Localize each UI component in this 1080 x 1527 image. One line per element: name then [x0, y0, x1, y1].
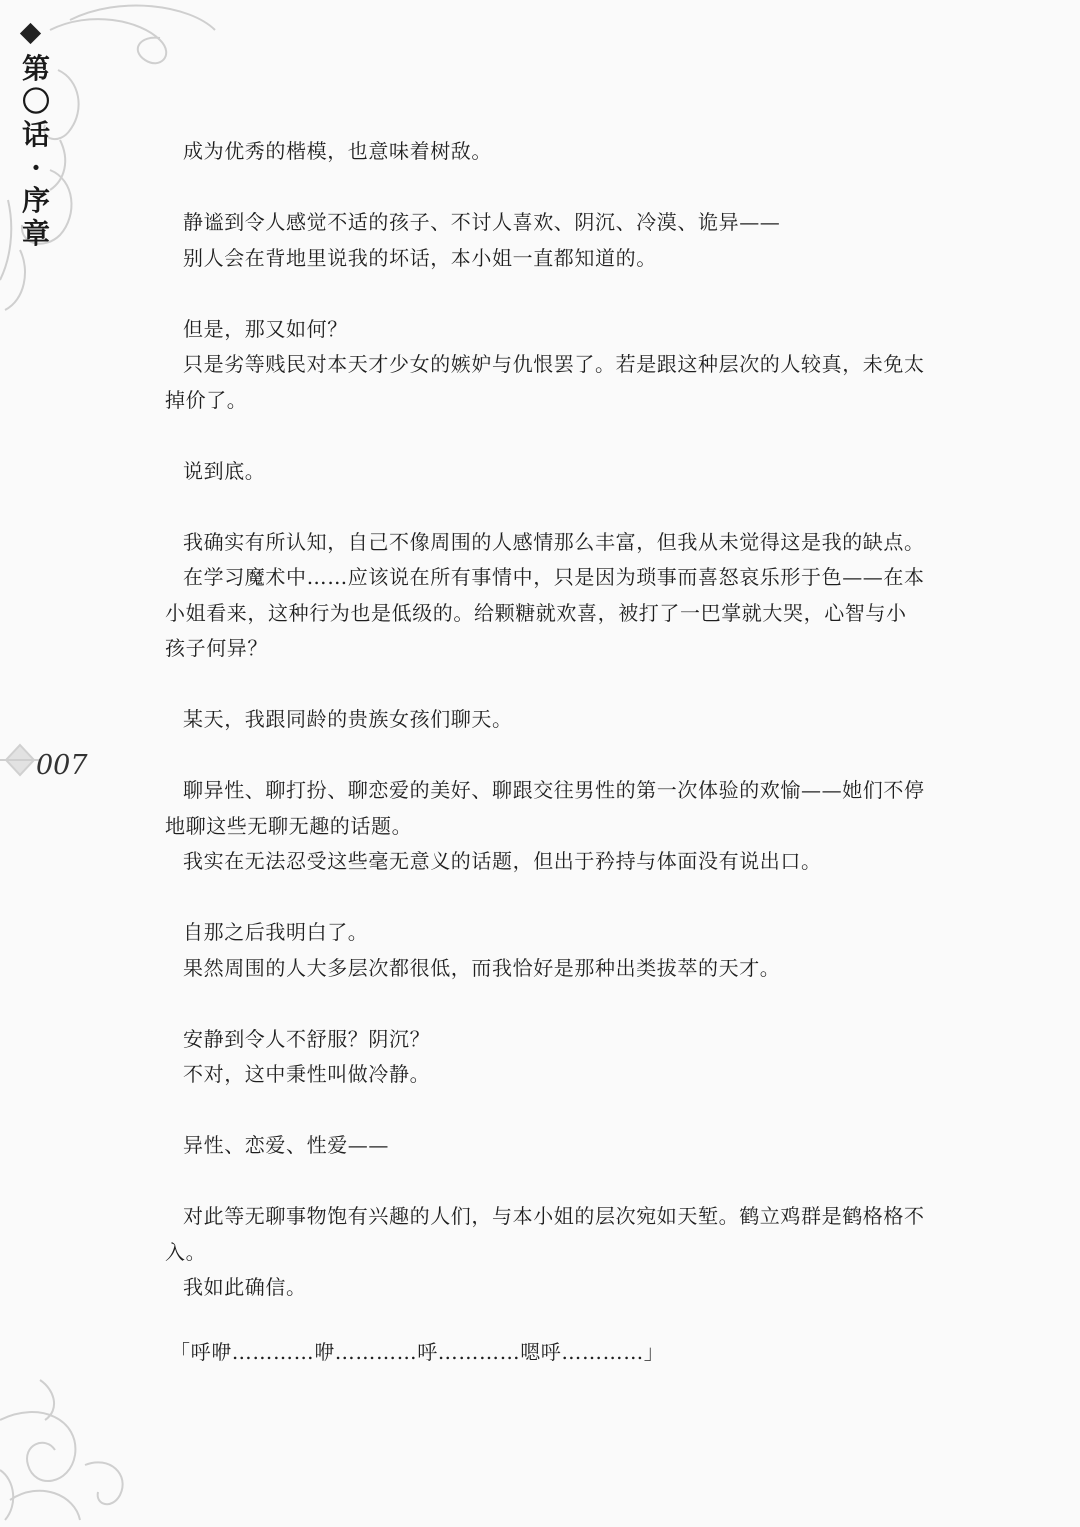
chapter-title-char: 序: [21, 184, 50, 217]
paragraph-line: 果然周围的人大多层次都很低，而我恰好是那种出类拔萃的天才。: [183, 955, 781, 980]
chapter-title-char: 〇: [21, 85, 50, 118]
chapter-title-char: 第: [21, 52, 50, 85]
paragraph-line: 某天，我跟同龄的贵族女孩们聊天。: [183, 707, 513, 731]
body-text: [165, 134, 925, 1306]
dialogue-line: 「呼咿…………咿…………呼…………嗯呼…………」: [170, 1340, 665, 1364]
paragraph-line: 安静到令人不舒服？阴沉？: [183, 1026, 431, 1051]
paragraph-line: 我确实有所认知，自己不像周围的人感情那么丰富，但我从未觉得这是我的缺点。: [183, 529, 925, 554]
paragraph-line: 说到底。: [183, 458, 266, 483]
paragraph-line: 自那之后我明白了。: [183, 920, 369, 944]
paragraph-line: 成为优秀的楷模，也意味着树敌。: [183, 139, 492, 163]
paragraph-line: 我实在无法忍受这些毫无意义的话题，但出于矜持与体面没有说出口。: [183, 849, 822, 873]
paragraph-line: 不对，这中秉性叫做冷静。: [183, 1062, 431, 1086]
paragraph-line: 异性、恋爱、性爱——: [183, 1133, 389, 1157]
paragraph-line: 别人会在背地里说我的坏话，本小姐一直都知道的。: [183, 245, 657, 270]
chapter-title: [18, 52, 54, 250]
chapter-title-char: 章: [21, 217, 50, 250]
paragraph-line: 只是劣等贱民对本天才少女的嫉妒与仇恨罢了。若是跟这种层次的人较真，未免太掉价了。: [165, 352, 925, 412]
page-number: 007: [36, 750, 88, 781]
chapter-title-char: 话: [21, 118, 50, 151]
paragraph-line: 聊异性、聊打扮、聊恋爱的美好、聊跟交往男性的第一次体验的欢愉——她们不停地聊这些无聊无趣的话题。: [165, 778, 925, 838]
chapter-title-char: ·: [31, 151, 41, 184]
paragraph-line: 我如此确信。: [183, 1275, 307, 1299]
paragraph-line: 对此等无聊事物饱有兴趣的人们，与本小姐的层次宛如天堑。鹤立鸡群是鹤格格不入。: [165, 1204, 925, 1264]
paragraph-line: 在学习魔术中……应该说在所有事情中，只是因为琐事而喜怒哀乐形于色——在本小姐看来，这种行为也是低级的。给颗糖就欢喜，被打了一巴掌就大哭，心智与小孩子何异？: [165, 565, 925, 660]
paragraph-line: 静谧到令人感觉不适的孩子、不讨人喜欢、阴沉、冷漠、诡异——: [183, 210, 781, 234]
paragraph-line: 但是，那又如何？: [183, 316, 348, 341]
